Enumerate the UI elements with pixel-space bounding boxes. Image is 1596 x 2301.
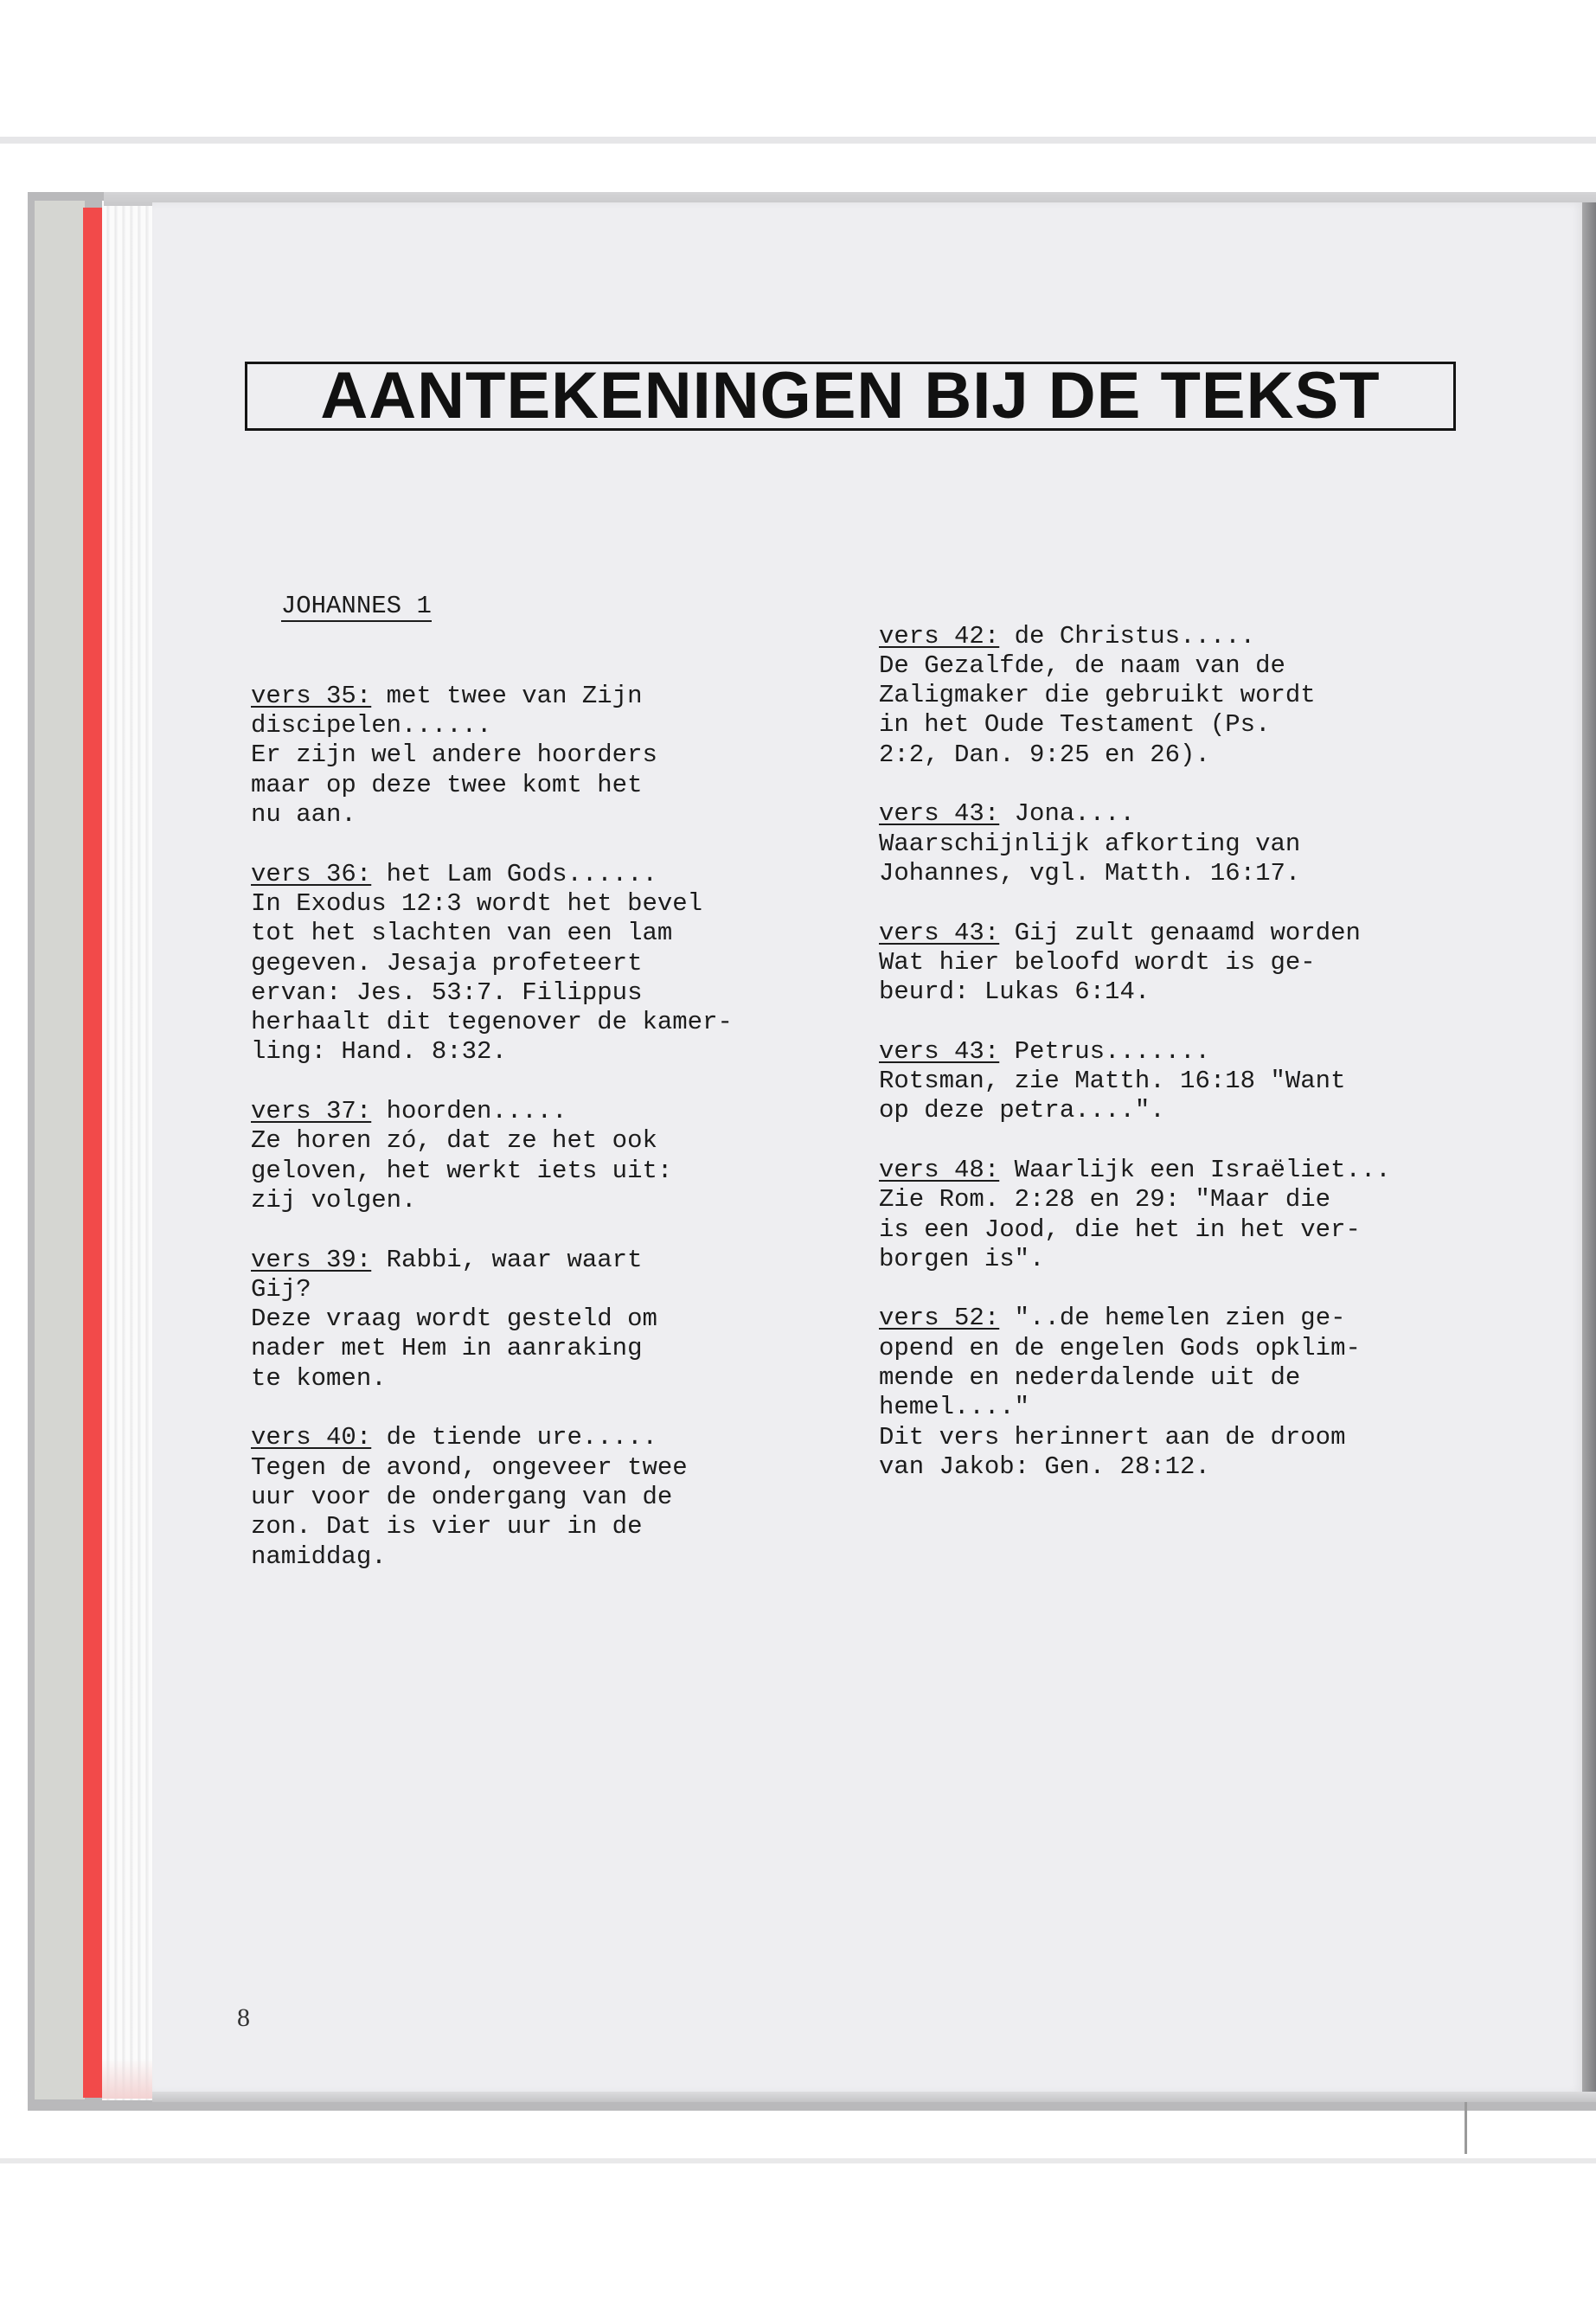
red-ribbon-edge bbox=[83, 208, 102, 2098]
verse-note-first-line bbox=[879, 799, 1484, 829]
verse-note-first-line bbox=[251, 1097, 856, 1126]
verse-reference: vers 39: bbox=[251, 1245, 372, 1274]
verse-reference: vers 36: bbox=[251, 859, 372, 888]
note-text-line: te komen. bbox=[251, 1363, 387, 1393]
note-text-line: In Exodus 12:3 wordt het bevel bbox=[251, 888, 703, 918]
note-text-line: ervan: Jes. 53:7. Filippus bbox=[251, 977, 643, 1007]
note-text-line: Johannes, vgl. Matth. 16:17. bbox=[879, 858, 1301, 888]
left-notes bbox=[251, 682, 856, 1572]
note-text-line: De Gezalfde, de naam van de bbox=[879, 651, 1285, 680]
verse-note-first-line bbox=[251, 1246, 856, 1275]
title-box bbox=[245, 359, 1456, 433]
page-bottom-shadow bbox=[152, 2092, 1596, 2102]
verse-note bbox=[879, 919, 1484, 1008]
note-text-line: nader met Hem in aanraking bbox=[251, 1334, 643, 1363]
verse-reference: vers 42: bbox=[879, 621, 1000, 651]
verse-reference: vers 37: bbox=[251, 1097, 372, 1126]
verse-reference: vers 48: bbox=[879, 1155, 1000, 1184]
note-text-line: Zaligmaker die gebruikt wordt bbox=[879, 681, 1316, 710]
verse-phrase: de Christus..... bbox=[999, 621, 1256, 651]
note-text-line: op deze petra....". bbox=[879, 1096, 1165, 1125]
note-text-line: zij volgen. bbox=[251, 1185, 417, 1215]
note-text-line: zon. Dat is vier uur in de bbox=[251, 1512, 643, 1541]
verse-note-first-line bbox=[251, 860, 856, 889]
verse-phrase: met twee van Zijn bbox=[371, 681, 643, 710]
note-text-line: geloven, het werkt iets uit: bbox=[251, 1156, 673, 1185]
verse-phrase: Gij zult genaamd worden bbox=[999, 918, 1361, 947]
note-text-line: ling: Hand. 8:32. bbox=[251, 1037, 507, 1067]
scan-band-top bbox=[0, 137, 1596, 144]
note-text-line: Wat hier beloofd wordt is ge- bbox=[879, 947, 1316, 977]
right-column bbox=[879, 562, 1484, 1512]
verse-reference: vers 40: bbox=[251, 1423, 372, 1452]
note-text-line: is een Jood, die het in het ver- bbox=[879, 1215, 1361, 1244]
page-right-edge bbox=[1582, 202, 1596, 2102]
verse-note bbox=[879, 622, 1484, 770]
verse-note bbox=[251, 860, 856, 1067]
note-text-line: beurd: Lukas 6:14. bbox=[879, 977, 1151, 1007]
verse-note-first-line bbox=[879, 1156, 1484, 1185]
verse-note-first-line bbox=[879, 622, 1484, 651]
page-number: 8 bbox=[237, 2003, 250, 2032]
verse-note bbox=[251, 682, 856, 830]
verse-reference: vers 43: bbox=[879, 799, 1000, 829]
verse-phrase: Waarlijk een Israëliet... bbox=[999, 1155, 1391, 1184]
verse-note-first-line bbox=[879, 1304, 1484, 1333]
verse-phrase: het Lam Gods...... bbox=[371, 859, 657, 888]
page-title: AANTEKENINGEN BIJ DE TEKST bbox=[320, 359, 1381, 433]
note-text-line: uur voor de ondergang van de bbox=[251, 1482, 673, 1511]
verse-note bbox=[879, 1156, 1484, 1274]
verse-note bbox=[251, 1246, 856, 1394]
note-text-line: mende en nederdalende uit de bbox=[879, 1363, 1301, 1393]
note-text-line: Er zijn wel andere hoorders bbox=[251, 740, 657, 770]
note-text-line: 2:2, Dan. 9:25 en 26). bbox=[879, 740, 1210, 769]
page-stack-tint bbox=[102, 2059, 156, 2099]
note-text-line: hemel...." bbox=[879, 1393, 1030, 1422]
note-text-line: Rotsman, zie Matth. 16:18 "Want bbox=[879, 1067, 1346, 1096]
note-text-line: namiddag. bbox=[251, 1541, 387, 1571]
note-text-line: Deze vraag wordt gesteld om bbox=[251, 1304, 657, 1334]
note-text-line: in het Oude Testament (Ps. bbox=[879, 710, 1271, 740]
scan-band-bottom bbox=[0, 2158, 1596, 2163]
note-text-line: nu aan. bbox=[251, 800, 356, 830]
verse-note-first-line bbox=[879, 919, 1484, 948]
verse-phrase: de tiende ure..... bbox=[371, 1423, 657, 1452]
note-text-line: herhaalt dit tegenover de kamer- bbox=[251, 1008, 733, 1037]
verse-reference: vers 35: bbox=[251, 681, 372, 710]
note-text-line: tot het slachten van een lam bbox=[251, 919, 673, 948]
verse-phrase: Rabbi, waar waart bbox=[371, 1245, 643, 1274]
verse-reference: vers 43: bbox=[879, 1036, 1000, 1066]
note-text-line: discipelen...... bbox=[251, 711, 492, 740]
cover-edge bbox=[35, 201, 85, 2099]
left-column bbox=[251, 562, 856, 1601]
note-text-line: gegeven. Jesaja profeteert bbox=[251, 948, 643, 977]
verse-note bbox=[879, 1304, 1484, 1482]
note-text-line: Waarschijnlijk afkorting van bbox=[879, 829, 1301, 858]
note-text-line: Ze horen zó, dat ze het ook bbox=[251, 1126, 657, 1156]
verse-reference: vers 43: bbox=[879, 918, 1000, 947]
verse-phrase: Jona.... bbox=[999, 799, 1135, 829]
verse-note bbox=[879, 799, 1484, 888]
verse-reference: vers 52: bbox=[879, 1304, 1000, 1333]
bottom-mark bbox=[1465, 2102, 1467, 2154]
note-text-line: borgen is". bbox=[879, 1244, 1045, 1273]
verse-note-first-line bbox=[251, 682, 856, 711]
verse-note bbox=[251, 1097, 856, 1215]
note-text-line: Tegen de avond, ongeveer twee bbox=[251, 1452, 688, 1482]
chapter-heading: JOHANNES 1 bbox=[280, 592, 432, 621]
right-notes bbox=[879, 622, 1484, 1483]
note-text-line: Gij? bbox=[251, 1274, 311, 1304]
verse-note bbox=[879, 1037, 1484, 1126]
verse-note bbox=[251, 1423, 856, 1571]
verse-note-first-line bbox=[251, 1423, 856, 1452]
verse-phrase: "..de hemelen zien ge- bbox=[999, 1304, 1346, 1333]
verse-note-first-line bbox=[879, 1037, 1484, 1067]
verse-phrase: Petrus....... bbox=[999, 1036, 1210, 1066]
verse-phrase: hoorden..... bbox=[371, 1097, 567, 1126]
note-text-line: van Jakob: Gen. 28:12. bbox=[879, 1452, 1210, 1481]
note-text-line: Dit vers herinnert aan de droom bbox=[879, 1422, 1346, 1452]
note-text-line: opend en de engelen Gods opklim- bbox=[879, 1333, 1361, 1362]
note-text-line: maar op deze twee komt het bbox=[251, 770, 643, 799]
note-text-line: Zie Rom. 2:28 en 29: "Maar die bbox=[879, 1185, 1331, 1215]
page-stack-edge bbox=[102, 201, 156, 2100]
